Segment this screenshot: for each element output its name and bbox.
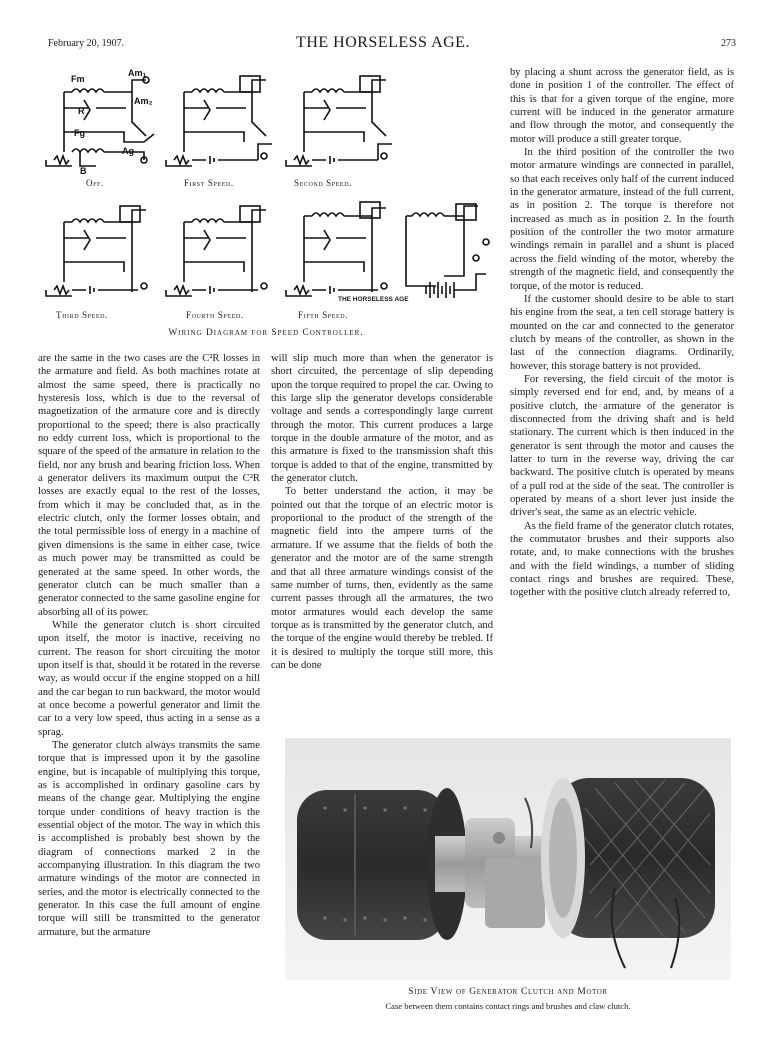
col3-paragraph-5: As the field frame of the generator clutch rotates, the commutator brushes and their supports also rotate, and, to make connections with the brushes and with the field windings, a number of sliding contact rings and brushes are required. These, together with the positive clutch already referred to, — [510, 520, 734, 599]
publisher-stamp: THE HORSELESS AGE — [338, 296, 409, 303]
col1-paragraph-2: While the generator clutch is short circuited upon itself, the motor is inactive, receiving no current. The reason for short circuiting the motor upon itself is that, should it be rotated in the reverse way, as would occur if the engine stopped on a hill and the car began to run backward, the motor would at once become a powerful generator and limit the car to a very low speed, thus acting in a sense as a sprag. — [38, 619, 260, 738]
label-fifth-speed: Fifth Speed. — [298, 310, 349, 320]
col3-paragraph-1: by placing a shunt across the generator field, as is done in position 1 of the controller. The effect of this is that for a given torque of the engine, more current will be induced in the generator armature and flow through the motor, and consequently the motor will produce a still greater torque. — [510, 67, 734, 145]
label-second-speed: Second Speed. — [294, 178, 352, 188]
diagram-first — [166, 76, 272, 166]
label-fourth-speed: Fourth Speed. — [186, 310, 244, 320]
col2-paragraph-1: will slip much more than when the generator is short circuited, the percentage of slip depending upon the torque required to propel the car. Owing to this large slip the generator develops considerable voltage and sends a correspondingly large current through the motor. This current produces a large torque in the double armature of the motor, and as this armature is fixed to the transmission shaft this torque is added to that of the engine, transmitted by the generator clutch. — [271, 353, 493, 485]
label-first-speed: First Speed. — [184, 178, 234, 188]
generator-clutch-photo — [285, 738, 731, 980]
generator-clutch-image — [285, 738, 731, 980]
col2-paragraph-2: To better understand the action, it may be pointed out that the torque of an electric motor is proportional to the product of the strength of the magnetic field into the ampere turns of the armature. If we assume that the fields of both the generator and the motor are of the same strength and that all three armature windings consist of the same number of turns, then, evidently as the same current passes through all the armatures, the two motor armatures would each develop the same torque as is transmitted by the generator clutch, and the torque of the engine would thereby be trebled. If it is desired to multiply the torque still more, this can be done — [271, 486, 493, 671]
label-fg: Fg — [74, 128, 85, 138]
diagram-fourth — [166, 206, 267, 296]
column-3 — [510, 66, 734, 600]
col1-paragraph-1: are the same in the two cases are the C²R losses in the armature and field. As both machines rotate at almost the same speed, there is practically no hysteresis loss, which is due to the reversal of magnetization of the armature core and is directly proportional to the speed; there is also practically no eddy current loss, which is proportional to the square of the speed of the armature in relation to the field, nor any brush and bearing friction loss. When a generator delivers its maximum output the C²R losses are exactly equal to the rest of the losses, from which it may be concluded that, as in the electric clutch, only the former losses obtain, and the total permissible loss of energy in a machine of given dimensions is the same in either case, twice as much power may be transmitted as could be generated at the same speed. In other words, the generator clutch can be much smaller than a generator connected to the same gasoline engine for absorbing all of its power. — [38, 353, 260, 618]
diagram-third — [46, 206, 147, 296]
diagram-second — [286, 76, 392, 166]
wiring-diagram-caption: Wiring Diagram for Speed Controller. — [168, 328, 364, 338]
label-r: R — [78, 106, 85, 116]
label-ag: Ag — [122, 146, 134, 156]
col3-paragraph-4: For reversing, the field circuit of the motor is simply reversed end for end, and, by means of a positive clutch, the armature of the generator is disconnected from the driving shaft and is held stationary. The current which is then induced in the generator is sent through the motor and causes the latter to turn in the reverse way, driving the car backward. The positive clutch is operated by means of a pull rod at the side of the seat. The controller is operated by means of a short lever just inside the driver's seat, the same as an electric vehicle. — [510, 373, 734, 519]
wiring-diagram-svg — [36, 60, 496, 350]
col1-paragraph-3: The generator clutch always transmits the same torque that is impressed upon it by the gasoline engine, but is incapable of multiplying this torque, as is accomplished in ordinary gasoline cars by means of the change gear. Multiplying the engine torque under conditions of heavy traction is the essential object of the motor. The way in which this is accomplished is probably best shown by the diagram of connections marked 2 in the accompanying illustration. In this diagram the two armature windings of the motor are connected in series, and the motor is electrically connected to the generator. In this case the full amount of engine torque will still be transmitted to the generator armature, but the armature — [38, 739, 260, 938]
journal-title: THE HORSELESS AGE. — [296, 34, 470, 51]
column-2 — [271, 352, 493, 672]
diagram-off — [46, 77, 154, 166]
issue-date: February 20, 1907. — [48, 38, 125, 49]
running-head — [0, 34, 766, 54]
col3-paragraph-2: In the third position of the controller the two motor armature windings are connected in parallel, so that each receives only half of the current induced in the generator armature, instead of the full current, as in position 2. The torque is therefore not increased as much as in position 2. In the fourth position of the controller the two motor armature windings remain in parallel and a shunt is placed across the field winding of the motor, whereby the strength of the magnetic field, and consequently the torque, of the motor is reduced. — [510, 147, 734, 292]
label-fm: Fm — [71, 74, 85, 84]
photo-caption: Side View of Generator Clutch and Motor — [408, 986, 608, 997]
column-1 — [38, 352, 260, 939]
label-am2: Am₂ — [134, 96, 153, 106]
label-third-speed: Third Speed. — [56, 310, 108, 320]
diagram-fifth — [286, 202, 387, 296]
photo-subcaption: Case between them contains contact rings and brushes and claw clutch. — [385, 1001, 631, 1011]
label-off: Off. — [86, 178, 104, 188]
label-am1: Am₁ — [128, 68, 147, 78]
label-b: B — [80, 166, 87, 176]
diagram-battery — [406, 204, 489, 298]
col3-paragraph-3: If the customer should desire to be able to start his engine from the seat, a ten cell storage battery is mounted on the car and connected to the generator clutch by means of the controller, as shown in the last of the connection diagrams. Ordinarily, however, this storage battery is not provided. — [510, 293, 734, 372]
page-number: 273 — [721, 38, 736, 49]
wiring-diagram-figure — [36, 60, 496, 350]
